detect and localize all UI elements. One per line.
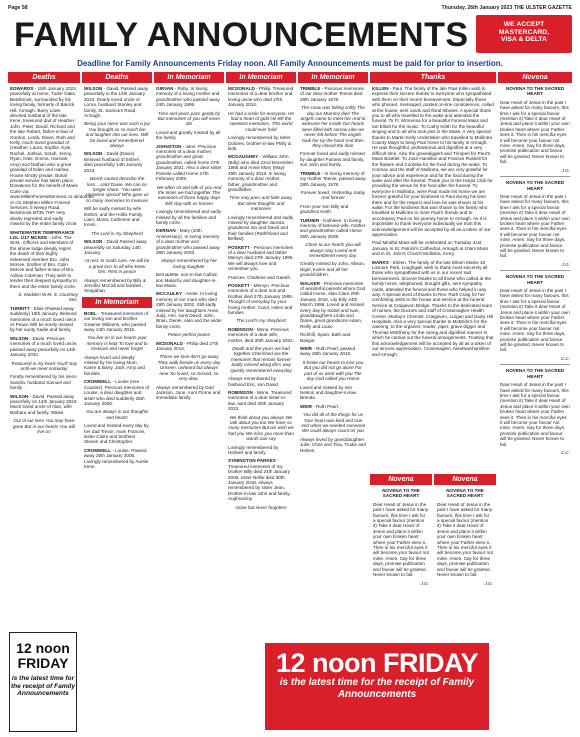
in-memoriam-heading-2: In Memoriam (82, 297, 152, 308)
notice-name: WILSON (84, 86, 103, 91)
notice-verse: Being your niece was such a joy You brought us so much fun and laughter into our lives. Will be loved and remembered always (84, 121, 150, 149)
notice-signature: Will be sadly missed by wife Esther, and the Hollis Family, Liam, Moira, Catherine and Kevin. (84, 206, 144, 228)
column-2-memoriam (82, 311, 152, 470)
novena-signature: J.G. (561, 167, 570, 173)
notice-verse: Always remembered by her loving daughter (161, 258, 217, 269)
notice-text: - Treasured memories of our loving son and brother Graeme Williams, who passed away 24th January 2015. (84, 310, 149, 333)
card-line-3: VISA & DELTA (501, 36, 547, 44)
novena-text: Dear Heart of Jesus in the past I have asked for many favours, this time I ask for a special favour (mention it) Take it dear Heart of Jesus and place it within your own broken heart where your Father sees it. Then in his merciful eyes it will become your favour not mine. Amen. Say for three days, promise publication and favour will be granted. Never known to fail. (500, 193, 570, 259)
notice-name: WEIR (300, 346, 312, 352)
novena-signature: C.C. (560, 355, 570, 361)
notice-name: POSKETT (228, 283, 250, 288)
in-memoriam-heading: In Memoriam (226, 72, 296, 83)
notice-name: TURBITT (10, 305, 30, 311)
page-number: Page 58 (8, 4, 28, 11)
notice-signature: S. Madden W.M. S. Courtney Sec. (18, 292, 78, 303)
notice-name: GIRVAN (156, 86, 174, 91)
notice-text: - John. The W.M., Officers and Members of the above lodge deeply regret the death of their highly esteemed member Bro. John McKee, brother of Bro. Colin McKee and father-in-law of Bro. Adrian Coleman. They wish to tender their deepest sympathy to them and the entire family circle. (10, 234, 77, 289)
in-memoriam-column-1 (154, 72, 224, 732)
notice-verse: We think about you always We talk about you too We have so many memories But we wish we had you We miss you more than words can say (228, 414, 294, 442)
column-4-notices (226, 86, 296, 510)
notice-name: EDWARDS (10, 86, 34, 91)
notice-name: KILLEN (372, 86, 389, 91)
promo-headline: 12 noon FRIDAY (16, 640, 70, 671)
notice-text: - Louise (nee Cousins). Precious memories of Louise, a dear daughter and sister who died suddenly 25th January 2006. (84, 379, 150, 406)
notice-signature: Always remembered by Billy & Jennifer McCall and families, Seagahan. (84, 277, 147, 294)
notice-text: - Mary (20th Anniversary). In loving memory of a dear mother and grandmother who passed away 29th January 2003. (156, 228, 220, 255)
notice-text: - Mervyn. Precious memories of a dear son and brother died 27th January 1995. Thought of everyday by your loving mother, Carol, Helen and families. (228, 283, 294, 316)
notice-signature: Always remembered by husband Eric, son David. (228, 376, 280, 387)
issue-date: Thursday, 26th January 2023 THE ULSTER GAZETTE (441, 4, 572, 11)
novena-column (498, 72, 572, 732)
notice-name: MCDONALD (228, 86, 255, 91)
notice-signature: Always loved and deeply missed by his loving Mum, Karen & Barry, Jack, Amy and families. (84, 354, 145, 376)
notice-verse: Those we love don't go away They walk beside us every day Unseen, unheard but always near So loved, so missed, so very dear. (157, 354, 221, 382)
notice-text: - Kathleen. In loving memory of beloved wife, mother and grandmother called Home 25th January 2008. (300, 217, 366, 239)
notice-text: - Annie. In loving memory of our mum who died 29th January 2002. Still sadly missed by her daughters Anne, Judy, Ann, sons David, John, Brian, Derek, Alan and the wider family circle. (156, 291, 222, 329)
notice-verse: It broke our hearts to lose you But you did not go alone For part of us went with you The day God called you Home (302, 359, 364, 382)
notice-signature: Frances, Charlene and Gareth. (228, 274, 292, 280)
in-memoriam-heading: In Memoriam (154, 72, 224, 83)
notice-verse: Words cannot describe the loss... Until Davie, We can no longer share. 'You were someone special' Who gave us so many memories to treasure (85, 176, 149, 203)
novena-title: NOVENA TO THE SACRED HEART (505, 274, 565, 285)
notice-name: ROBINSON (228, 389, 253, 395)
notice-verse: At rest. In Gods care. He will be a great loss to all who knew him. Rest in peace (84, 258, 150, 275)
notice-text: - Ruth Pearl, passed away 25th January 2016. (300, 346, 356, 357)
deadline-notice: Deadline for Family Announcements Friday noon. All Family Announcements must be paid for prior to insertion. (77, 59, 503, 68)
novena-heading: Novena (370, 474, 432, 485)
card-line-2: MASTERCARD, (498, 28, 550, 36)
notice-name: WILSON (84, 151, 103, 157)
novena-title: NOVENA TO THE SACRED HEART (505, 86, 565, 97)
notice-verse: We often sit and talk of you And the times we had together The memories of those happy days Will stay with us forever (156, 184, 222, 206)
in-memoriam-column-3 (298, 72, 368, 570)
notice-text: - 15th January 2023, peacefully at home, Tudor Oaks, Bessbrook, surrounded by his loving family, formerly of Bairick Hill, Armagh. Barry Lowe devoted husband of the late Irene, treasured dad of Heather, John, Peter, David, Richard and the late Robert, father-in-law of Gordon, Linda, Diane, Ruth and Kelly, much loved grandad of (Heather, Laura, Sophie, Kyle, Rachel, Joshua, Sarah, Jenny, Ryan, Kate, Emma, Hannah, Amy) and Nathan also a great grandad of Eden and Harlow. House strictly private. Burial private service has taken place. Donations for the benefit of Marie Curie via: www.MillenFuneralServices.co.uk/donate or c/o Stephen Millen Funeral Services, 5 Newry Road, Bessbrook BT35 7HP. Very dearly regretted and sadly missed by the entire family circle. (10, 86, 94, 227)
notice-name: WALKER (300, 280, 320, 286)
novena-text: Dear Heart of Jesus in the past I have asked for many favours, this time I ask for a special favour (mention it) Take it dear Heart of Jesus and place it within your own broken heart where your Father sees it. Then in his merciful eyes it will become your favour not mine. Amen. Say for three days, promise publication and favour will be granted. Never known to fail. (373, 501, 429, 578)
notice-text: - Precious memories of our dear mother Teenie died 28th January 1978. (300, 86, 364, 102)
notice-signature: From your son Billy and grandson Keith. (300, 203, 349, 215)
notice-verse: Time may pass and fade away, But silent thoughts and memories (229, 195, 293, 212)
notice-signature: Loved and missed every day by her dad Trevor, mum Frances, sister Claire and brothers Steven and Christopher. (84, 423, 149, 445)
notice-signature: Lovingly remembered and sadly missed by all the families and family circle. (156, 209, 222, 225)
in-memoriam-column-2 (226, 72, 296, 732)
novena-text: Dear Heart of Jesus in the past I have asked for many favours, this time I ask for a special favour (mention it) Take it dear Heart of Jesus and place it within your own broken heart where your Father sees it. Then in his merciful eyes it will become your favour not mine. Amen. Say for three days, promise publication and favour will be granted. Never known to fail. (500, 288, 570, 353)
notice-verse: He had a smile for everyone, He had a heart of gold He left the sweetest memories, This world could ever hold (228, 110, 294, 132)
notice-text: - Precious memories of a dear husband and father Mervyn died 27th January 1995. We will always love and remember you. (228, 244, 294, 272)
in-memoriam-heading: In Memoriam (298, 72, 368, 83)
notice-text: - Jane. Precious memories of a dear mother, grandmother and great grandmother, called home 27th January 2021. Also a dear sister Pamela called Home 27th February 2009. (156, 143, 222, 182)
deadline-banner (265, 643, 489, 730)
notice-verse: Death and the years we had together Cherished are the memories that remain forever Sadly missed along life's way Quietly remembered everyday (230, 346, 292, 373)
notice-signature: Lovingly remembered by sister Dolores, brother-in-law Philly & kids. (228, 135, 292, 152)
notice-verse: Out of our lives You may have gone But in our hearts You will live on (13, 418, 75, 434)
notice-text: - Philip. Treasured memories of a dear brother and loving uncle who died 27th January 2014. (228, 86, 294, 108)
novena-notice (434, 488, 496, 586)
card-payment-badge (476, 15, 572, 53)
notice-text: - Davie. Precious memories of a much loved uncle, passed away peacefully on 14th January 2023. (10, 335, 78, 358)
notice-text: - Mona. Treasured memories of a dear sister-in-law, aunt died 30th January 2022. (228, 389, 292, 412)
novena-box-1 (370, 474, 432, 624)
deaths-column-2 (82, 72, 152, 732)
divider (500, 364, 570, 365)
notice-verse: Gone but never forgotten (235, 504, 287, 510)
notice-text: - Louise. Passed away 25th January 2006. Lovingly remembered by Auntie Irene. (84, 447, 149, 469)
deaths-heading: Deaths (8, 72, 80, 83)
column-2-notices (82, 86, 152, 294)
notice-name: POSKETT (228, 244, 250, 250)
notice-verse: Forever loved, Yesterday, today And forever (300, 189, 366, 201)
notice-verse: Close to our hearts you will always stay Loved and remembered every day. (305, 242, 361, 258)
novena-box-2 (434, 474, 496, 624)
banner (8, 15, 572, 55)
notice-signature: Loved and greatly missed by all the family. (156, 129, 221, 141)
notice-signature: Always remembered by Dad Jackson, June, Aunt Florrie and immediate family. (156, 384, 221, 401)
notice-name: WEIR (300, 403, 312, 409)
notice-verse: You are always in our thoughts and hearts (85, 409, 149, 420)
novena-title: NOVENA TO THE SACRED HEART (446, 488, 484, 499)
notice-signature: Forever loved and sadly missed by daughter Pamela and family, son John and family. (300, 151, 365, 168)
notice-signature: Bernadette, son-in-law Cathal, son Malachy and daughter-in-law Maria. (156, 272, 218, 288)
notice-name: SYMINGTON PARKES (228, 458, 276, 464)
notice-text: - Precious memories of wonderful parents whom God called Home, Alan Clare 29th January 2016, Lily Billy 24th March 1996. Loved and missed every day by Isobel and Ivan, granddaughters Linda and Diane, great grandsons Adam, Reilly and Louie. (300, 280, 366, 329)
novena-heading: Novena (434, 474, 496, 485)
announcement-columns (8, 72, 572, 732)
notice-text: - William John (Billy) who died 22nd December 1988 and Annie Mary (May) 29th January 2018. In loving memory of a dear mother, father, grandmother and grandfather. (228, 154, 294, 192)
notice-text: - Elsie (Passed away suddenly) 16th January. Beloved memories of a much loved niece. At Peace Will be sorely missed by her aunty Sadie and family. (10, 305, 78, 333)
page-header (8, 3, 572, 12)
novena-text: Dear Heart of Jesus in the past I have asked for many favours, this time I ask for a special favour (mention it) Take it dear Heart of Jesus and place it within your own broken heart where your Father sees it. Then in his merciful eyes it will become your favour not mine. Amen. Say for three days, promise publication and favour will be granted. Never known to fail. (500, 382, 570, 447)
notice-name: JOHNSTON (156, 143, 182, 149)
notice-name: BOEL (84, 310, 97, 316)
column-5-notices (298, 86, 368, 453)
notice-name: KERNAN (156, 228, 176, 234)
notice-signature: Fondly remembered by his niece Sandra, husband Samuel and family. (10, 374, 77, 391)
notice-name: TURNER (300, 217, 320, 223)
notice-text: - David Passed away peacefully on Saturday 14th January. (84, 239, 147, 255)
divider (500, 176, 570, 177)
notice-name: TRIMBLE (300, 170, 321, 176)
notice-text: - Paul. The family of the late Paul Killen wish to express their sincere thanks to everyone who sympathised with them on their recent bereavement. Especially those who phoned, messaged, posted on-line condolences, called at the house, sent cards and floral tributes. A special thank you to all who travelled to the wake and attended the funeral. To Fr. McKenna for a beautiful Funeral Mass and Ian Elliott for the music. To Cathy Keith for the beautiful singing and to all who took part in the Mass. A very special thanks to Martin Kelly Undertaker who travelled to Mullintra County Mayo to bring Paul home to his family in Armagh. He was thoughtful, professional and dignified at a very difficult time. Also the gravediggers and Trimperl for Paul's Mass Booklet. To Joan Hamilton and Frances Russell for the flowers and Cordelia for the food during the wake. To Cormac and the staff of Mullintra, we are very grateful for your advice and experience and for the food during the wake and after the funeral. Thank you to the Harps Club for providing the venue for the food after the funeral. To everyone in Mullintra, were Paul made his home we are forever grateful for your kindness to Paul during his time there and for the respect and love he was shown at his wake. For the kindness that was shown to his family who travelled to Mullintra to meet Paul's friends and to accompany Paul on his journey home to Armagh. As it is impossible to thank everyone individually we trust this acknowledgement will be accepted by all as a token of our appreciation. (372, 86, 494, 237)
notice-verse: You did all of the things for us Your heart was kind and true And when we needed someone We could always count on you (300, 412, 366, 434)
thanks-column (370, 72, 496, 472)
novena-signature: J.G. (420, 580, 429, 586)
thanks-heading: Thanks (370, 72, 496, 83)
notice-text: - Philip died 27th January 2014. (156, 340, 219, 352)
notice-name: MCGAUGHEY (228, 154, 259, 160)
card-line-1: WE ACCEPT (503, 21, 545, 28)
notice-signature: Paul Mindful Mass will be celebrated on Tuesday 31st January in St. Patrick's Cathedral, Armagh at 10am Mass and in St. John's Church Mullintra, Kerry. (372, 240, 489, 257)
novena-signature: C.C. (560, 449, 570, 455)
notice-text: - Eileen. The family of the late Eileen Marks 18 Lismore Park, Loughgall, wish to thank most sincerely all those who sympathised with us in our recent sad bereavement. Sincere thanks to all those who called at the family home, telephoned, brought gifts, sent sympathy cards, attended the funeral and those who helped in any way. A special word of thanks to Rev. Ruth Craig for her comforting visits to the house and service at the funeral Service at Craigavon Bridge. Thanks to the dedicated team of nurses, the Doctors and staff of Crossmaglen Health Centre, Marlay's Chemist, Craigavon, Lurgan and Daisy Hill Hospitals. Also a very special thanks to McBride's for the catering, to the organist, reader, piper, grave digger and Thomas McElheny for the caring and dignified manner in which he carried out the funeral arrangements. Trusting that this acknowledgement will be accepted by all as a token of our sincere appreciation. Crossmaglen, Newtownhamilton and Armagh. (372, 259, 494, 357)
deaths-heading-2: Deaths (82, 72, 152, 83)
notice-name: MCCAULEY (156, 291, 183, 297)
notice-text: - Ruth Pearl. (313, 403, 340, 409)
notice-signature: Always loved by granddaughter Julie, Chris and Tina, Trudie and Nelson. (300, 436, 366, 453)
deadline-promo-box (9, 632, 77, 732)
notice-name: MCDONALD (156, 340, 183, 346)
notice-text: - In loving memory of my mother Teenie, passed away 28th January 1978. (300, 170, 366, 187)
notice-text: - Treasured memories of my brother Billy died 24th January 2008, sister Nellie died 30th January 2018. Always remembered by sister Jean, brother-in-law John and family, Aughnacloy. (228, 458, 291, 502)
notice-text: - Ruby. In loving memory of a loving mother and grandmother who passed away 24th January 1995. (156, 86, 220, 108)
notice-name: CROMWELL (84, 379, 112, 385)
notice-name: WILSON (10, 393, 29, 399)
novena-title: NOVENA TO THE SACRED HEART (382, 488, 420, 499)
notice-verse: The Lord's my shepherd (236, 318, 286, 324)
thanks-notices (370, 86, 496, 357)
notice-name: TRIMBLE (300, 86, 321, 91)
deadline-banner-headline: 12 noon FRIDAY (275, 648, 479, 678)
divider (500, 270, 570, 271)
column-3-notices (154, 86, 224, 401)
notice-verse: Peace perfect peace (167, 332, 211, 338)
notice-name: WILSON (84, 239, 103, 245)
notice-signature: Lovingly remembered and sadly missed by daughter Jacinta, grandsons Ian and David and their families (Rathfriland and Belfast). (228, 214, 294, 242)
notice-signature: Lovingly remembered by Herbert and family. (228, 444, 279, 455)
notice-verse: The snow was falling softly The day our Mummy died The angels came to meet her And to welcome her inside Our hearts were filled with sorrow Like we never felt before The angels took her by the hand And then they closed the door (300, 105, 366, 149)
novena-notice (370, 488, 432, 586)
notice-signature: Richhill, Spain, Bath and Bangor. (300, 332, 351, 343)
notice-text: - David. Passed away peacefully on 14th January 2023. Much loved uncle of Alan, wife Barbara and family, Wales. (10, 393, 78, 415)
novena-signature: J.G. (484, 580, 493, 586)
novena-text: Dear Heart of Jesus in the past I have asked for many favours, this time I ask for a special favour (mention it) Take it dear Heart of Jesus and place it within your own broken heart where your Father sees it. Then in his merciful eyes it will become your favour not mine. Amen. Say for three days, promise publication and favour will be granted. Never known to fail. (437, 501, 493, 578)
notice-text: - Mona. Precious memories of a dear wife, mother, died 30th January 2022. (228, 326, 294, 343)
notice-signature: Greatly missed by John, Allison, Nigel, Karen and all her grandchildren. (300, 261, 366, 278)
novena-signature: J.G. (561, 261, 570, 267)
novena-heading: Novena (498, 72, 572, 83)
notice-text: - David (Davie) Beloved husband of Esther, died peacefully 14th January 2023. (84, 151, 143, 173)
novena-title: NOVENA TO THE SACRED HEART (505, 180, 565, 191)
promo-text: is the latest time for the receipt of Family Announcements (10, 675, 76, 698)
deadline-banner-text: is the latest time for the receipt of Family Announcements (279, 677, 475, 700)
notice-name: ROBINSON (228, 326, 253, 332)
novena-notices (498, 86, 572, 455)
novena-title: NOVENA TO THE SACRED HEART (505, 368, 565, 379)
notice-name: MARKS (372, 259, 389, 265)
notice-verse: The Lord is my Shepherd (91, 230, 143, 236)
notice-text: - David. Passed away peacefully in the 14th January 2023. Dearly loved uncle of Lorna, husband Stanley and family, St. Saviours Road, Armagh. (84, 86, 149, 119)
novena-text: Dear Heart of Jesus in the past I have asked for many favours, this time I ask for a special favour (mention it) Take it dear Heart of Jesus and place it within your own broken heart where your Father sees it. Then in his merciful eyes it will become your favour not mine. Amen. Say for three days, promise publication and favour will be granted. Never known to fail. (500, 99, 570, 165)
notice-verse: Treasured in my heart You'll stay until we meet someday (10, 360, 78, 371)
notice-signature: Loved and missed by son Nelson and daughter-in-law Brenda. (300, 384, 357, 401)
notice-name: WHITEWATER TEMPERANCE LOL 1/17 MCKEE (10, 229, 75, 240)
notice-name: WILSON (10, 335, 29, 341)
banner-title: FAMILY ANNOUNCEMENTS (14, 16, 469, 54)
notice-name: CROMWELL (84, 447, 112, 453)
notice-verse: Time and years pass gently by But memories of you will never die (157, 110, 221, 127)
notice-verse: You live on in our hearts your memory is kept To love and to treasure and never forget (86, 335, 148, 352)
